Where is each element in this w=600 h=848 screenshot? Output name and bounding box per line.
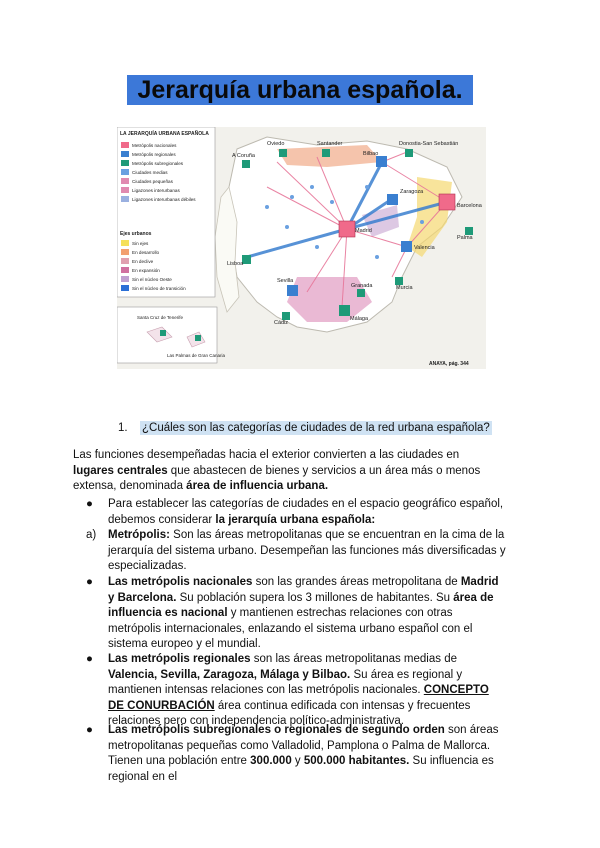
question-1 <box>106 420 492 437</box>
madrid-marker <box>339 221 355 237</box>
valencia-label: Valencia <box>414 245 435 251</box>
legend-label-4: Ciudades pequeñas <box>132 179 173 184</box>
lpgc-label: Las Palmas de Gran Canaria <box>167 353 226 358</box>
legend-swatch-5 <box>121 187 129 193</box>
lpgc-marker <box>195 335 201 341</box>
tenerife-marker <box>160 330 166 336</box>
ejes-swatch-2 <box>121 258 129 264</box>
palma-label: Palma <box>457 235 473 241</box>
bilbao-marker <box>376 156 387 167</box>
sevilla-marker <box>287 285 298 296</box>
bilbao-label: Bilbao <box>363 151 379 157</box>
ejes-swatch-3 <box>121 267 129 273</box>
malaga-label: Málaga <box>350 316 369 322</box>
map-source: ANAYA, pág. 344 <box>429 361 469 367</box>
madrid-label: Madrid <box>355 228 372 234</box>
ejes-swatch-0 <box>121 240 129 246</box>
valencia-marker <box>401 241 412 252</box>
legend-label-2: Metrópolis subregionales <box>132 161 184 166</box>
ejes-title: Ejes urbanos <box>120 231 152 237</box>
granada-label: Granada <box>351 283 373 289</box>
legend-label-0: Metrópolis nacionales <box>132 143 177 148</box>
list-item-regionales: ● Las metrópolis regionales son las áreas metropolitanas medias de Valencia, Sevilla, Zaragoza, Málaga y Bilbao. Su área es regional y mantienen intensas relaciones con las metrópolis nacionales. CONCEPTO DE CONURBACIÓN área continua edificada con intensas y frecuentes relaciones pero con independencia político-administrativa. <box>86 653 489 728</box>
donostia-label: Donostia-San Sebastián <box>399 141 459 147</box>
ejes-swatch-1 <box>121 249 129 255</box>
legend-label-6: Ligazones interurbanas débiles <box>132 197 196 202</box>
legend-caption: LA JERARQUÍA URBANA ESPAÑOLA <box>120 131 209 137</box>
coruna-label: A Coruña <box>232 153 255 159</box>
murcia-marker <box>395 277 403 285</box>
legend-swatch-0 <box>121 142 129 148</box>
legend-swatch-2 <box>121 160 129 166</box>
ejes-swatch-5 <box>121 285 129 291</box>
oviedo-label: Oviedo <box>267 141 285 147</box>
ejes-label-4: Sin el núcleo Oeste <box>132 277 172 282</box>
ejes-label-1: En desarrollo <box>132 250 160 255</box>
malaga-marker <box>339 305 350 316</box>
legend-label-5: Ligazones interurbanas <box>132 188 180 193</box>
legend-swatch-1 <box>121 151 129 157</box>
ejes-swatch-4 <box>121 276 129 282</box>
zaragoza-label: Zaragoza <box>400 189 424 195</box>
murcia-label: Murcia <box>396 285 413 291</box>
legend-label-3: Ciudades medias <box>132 170 168 175</box>
granada-marker <box>357 289 365 297</box>
question-number: 1. <box>118 422 128 434</box>
cadiz-label: Cádiz <box>274 320 289 326</box>
legend-label-1: Metrópolis regionales <box>132 152 176 157</box>
list-item-nacionales: ● Las metrópolis nacionales son las grandes áreas metropolitana de Madrid y Barcelona. Su población supera los 3 millones de habitantes. Su área de influencia es nacional y mantienen estrechas relaciones con otras metrópolis internacionales, enlazando el sistema urbano español con el sistema europeo y el mundial. <box>86 576 499 651</box>
legend-swatch-6 <box>121 196 129 202</box>
question-text: ¿Cuáles son las categorías de ciudades de la red urbana española? <box>142 422 490 434</box>
legend-swatch-4 <box>121 178 129 184</box>
list-item-metropolis: a) Metrópolis: Son las áreas metropolitanas que se encuentran en la cima de la jerarquía del sistema urbano. Desempeñan las funciones más diversificadas y especializadas. <box>86 529 506 573</box>
tenerife-label: Santa Cruz de Tenerife <box>137 315 183 320</box>
zaragoza-marker <box>387 194 398 205</box>
donostia-marker <box>405 149 413 157</box>
legend-swatch-3 <box>121 169 129 175</box>
barcelona-label: Barcelona <box>457 203 482 209</box>
cadiz-marker <box>282 312 290 320</box>
ejes-label-0: Sin ejes <box>132 241 149 246</box>
ejes-label-2: En declive <box>132 259 154 264</box>
palma-marker <box>465 227 473 235</box>
coruna-marker <box>242 160 250 168</box>
list-item-jerarquia: ● Para establecer las categorías de ciudades en el espacio geográfico español, debemos considerar la jerarquía urbana española: <box>86 498 504 526</box>
ejes-label-3: En expansión <box>132 268 160 273</box>
ejes-label-5: Sin el núcleo de transición <box>132 286 186 291</box>
oviedo-marker <box>279 149 287 157</box>
intro-paragraph: Las funciones desempeñadas hacia el exterior convierten a las ciudades en lugares centrales que abastecen de bienes y servicios a un área más o menos extensa, denominada área de influencia urbana. <box>73 449 481 493</box>
lisboa-label: Lisboa <box>227 261 244 267</box>
urban-hierarchy-map <box>117 127 486 369</box>
santander-label: Santander <box>317 141 343 147</box>
santander-marker <box>322 149 330 157</box>
barcelona-marker <box>439 194 455 210</box>
list-item-subregionales: ● Las metrópolis subregionales o regionales de segundo orden son áreas metropolitanas pequeñas como Valladolid, Pamplona o Palma de Mallorca. Tienen una población entre 300.000 y 500.000 habitantes. Su influencia es regional en el <box>86 724 499 783</box>
sevilla-label: Sevilla <box>277 278 294 284</box>
page-title: Jerarquía urbana española. <box>127 75 473 105</box>
lisboa-marker <box>242 255 251 264</box>
